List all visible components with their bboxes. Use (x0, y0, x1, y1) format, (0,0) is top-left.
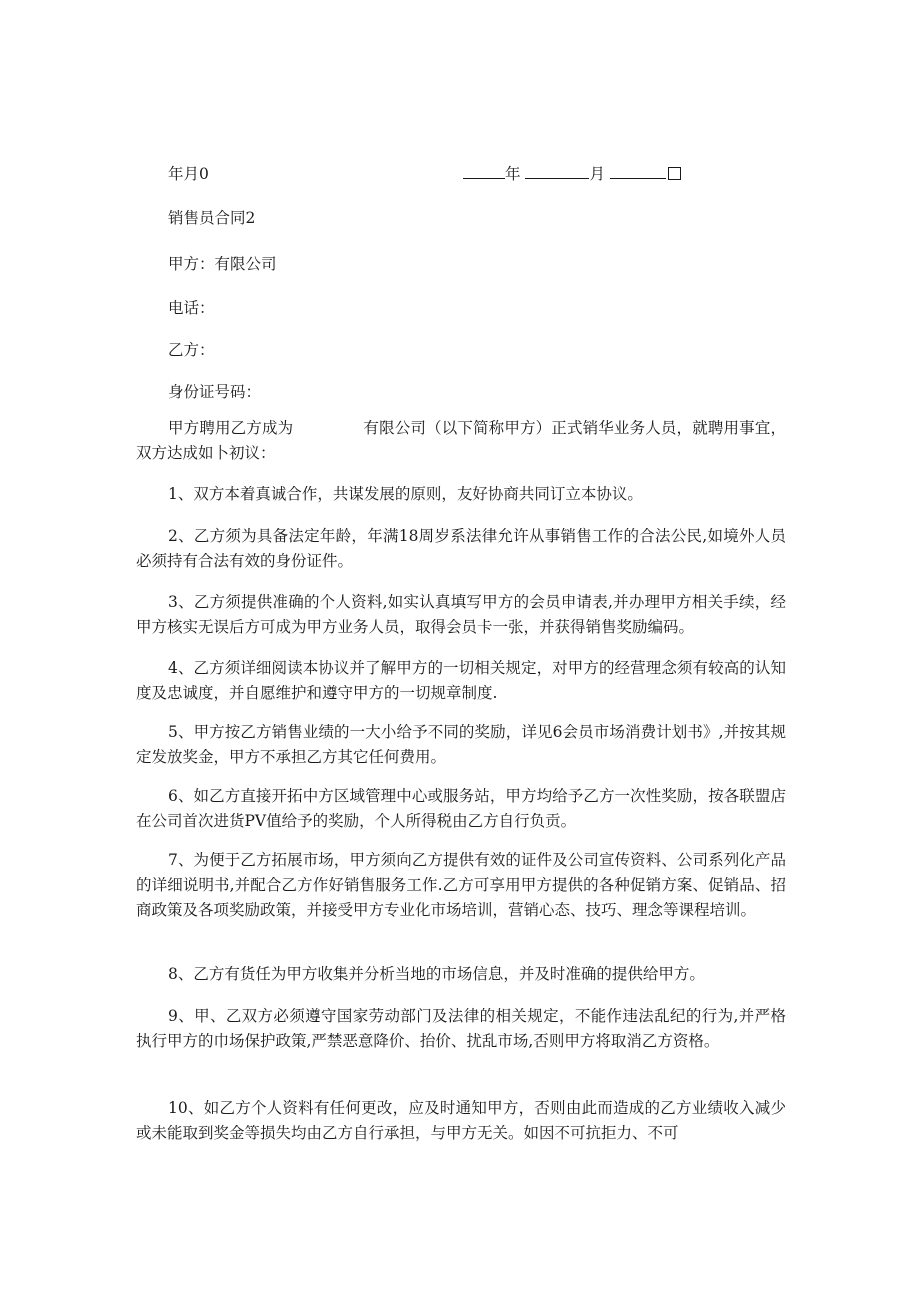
clause-8: 8、乙方有货任为甲方收集并分析当地的市场信息，并及时准确的提供给甲方。 (168, 965, 705, 983)
checkbox-square-icon (668, 167, 681, 180)
year-blank (463, 164, 505, 179)
id-number-label: 身份证号码： (168, 383, 262, 401)
intro-paragraph (136, 416, 786, 466)
intro-part2: 有限公司（以下简称甲方）正式销华业务人员，就聘用事宜，双方达成如卜初议： (136, 419, 786, 462)
intro-part1: 甲方聘用乙方成为 (168, 419, 294, 437)
clause-2: 2、乙方须为具备法定年龄，年满18周岁系法律允许从事销售工作的合法公民,如境外人员必须持有合法有效的身份证件。 (136, 527, 786, 570)
year-label: 年 (505, 165, 521, 183)
date-fill-in (463, 162, 681, 184)
month-label: 月 (589, 165, 605, 183)
day-blank (610, 164, 666, 179)
clause-4: 4、乙方须详细阅读本协议并了解甲方的一切相关规定，对甲方的经营理念须有较高的认知度及忠诚度，并自愿维护和遵守甲方的一切规章制度. (136, 659, 786, 702)
party-a: 甲方：有限公司 (168, 255, 277, 273)
clause-1: 1、双方本着真诚合作，共谋发展的原则，友好协商共同订立本协议。 (168, 485, 643, 503)
phone-label: 电话： (168, 299, 215, 317)
clause-7: 7、为便于乙方拓展市场，甲方须向乙方提供有效的证件及公司宣传资料、公司系列化产品的详细说明书,并配合乙方作好销售服务工作.乙方可享用甲方提供的各种促销方案、促销品、招商政策及各项奖励政策，并接受甲方专业化市场培训，营销心态、技巧、理念等课程培训。 (136, 851, 786, 919)
document-title: 销售员合同2 (168, 209, 256, 227)
clause-9: 9、甲、乙双方必须遵守国家劳动部门及法律的相关规定，不能作违法乱纪的行为,并严格执行甲方的巾场保护政策,严禁恶意降价、抬价、扰乱市场,否则甲方将取消乙方资格。 (136, 1007, 786, 1050)
clause-5: 5、甲方按乙方销售业绩的一大小给予不同的奖励，详见6会员市场消费计划书》,并按其规定发放奖金，甲方不承担乙方其它任何费用。 (136, 723, 786, 766)
party-b: 乙方： (168, 341, 215, 359)
date-left: 年月0 (168, 165, 209, 183)
clause-3: 3、乙方须提供准确的个人资料,如实认真填写甲方的会员申请表,并办理甲方相关手续，经甲方核实无误后方可成为甲方业务人员，取得会员卡一张，并获得销售奖励编码。 (136, 593, 786, 636)
month-blank (525, 164, 589, 179)
clause-10: 10、如乙方个人资料有任何更改，应及时通知甲方，否则由此而造成的乙方业绩收入减少或未能取到奖金等损失均由乙方自行承担，与甲方无关。如因不可抗拒力、不可 (136, 1099, 786, 1142)
clause-6: 6、如乙方直接开拓中方区域管理中心或服务站，甲方均给予乙方一次性奖励，按各联盟店在公司首次进货PV值给予的奖励，个人所得税由乙方自行负贡。 (136, 787, 786, 830)
